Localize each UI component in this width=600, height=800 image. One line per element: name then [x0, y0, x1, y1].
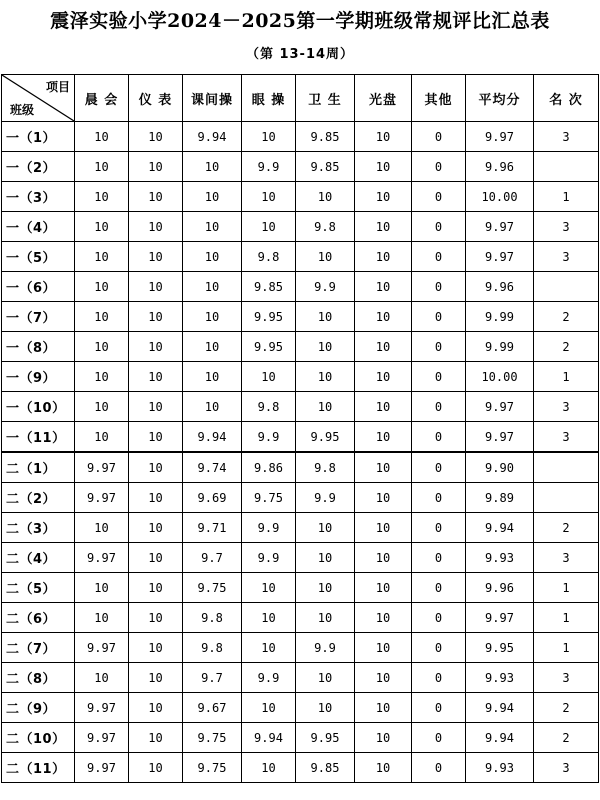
- morning-meeting-cell: 9.97: [75, 483, 129, 513]
- class-name-cell: 二（7）: [2, 633, 75, 663]
- table-row: [2, 603, 599, 633]
- eye-exercise-cell: 9.75: [242, 483, 296, 513]
- break-exercise-cell: 9.8: [183, 633, 242, 663]
- class-name-cell: 一（1）: [2, 122, 75, 152]
- average-cell: 10.00: [466, 362, 534, 392]
- table-row: [2, 693, 599, 723]
- other-cell: 0: [412, 543, 466, 573]
- other-cell: 0: [412, 332, 466, 362]
- table-row: [2, 663, 599, 693]
- eye-exercise-cell: 10: [242, 182, 296, 212]
- other-cell: 0: [412, 212, 466, 242]
- rank-cell: 1: [534, 182, 599, 212]
- class-name-cell: 二（10）: [2, 723, 75, 753]
- hygiene-cell: 10: [296, 513, 355, 543]
- appearance-cell: 10: [129, 573, 183, 603]
- appearance-cell: 10: [129, 152, 183, 182]
- rank-cell: 2: [534, 693, 599, 723]
- average-cell: 9.94: [466, 723, 534, 753]
- morning-meeting-cell: 10: [75, 603, 129, 633]
- eye-exercise-cell: 9.8: [242, 392, 296, 422]
- average-cell: 9.97: [466, 212, 534, 242]
- appearance-cell: 10: [129, 513, 183, 543]
- other-cell: 0: [412, 633, 466, 663]
- morning-meeting-cell: 9.97: [75, 753, 129, 783]
- hygiene-cell: 9.85: [296, 152, 355, 182]
- morning-meeting-cell: 9.97: [75, 543, 129, 573]
- average-cell: 9.97: [466, 392, 534, 422]
- column-header-break-exercise: 课间操: [183, 75, 242, 122]
- morning-meeting-cell: 10: [75, 422, 129, 453]
- clean-plate-cell: 10: [355, 753, 412, 783]
- other-cell: 0: [412, 272, 466, 302]
- table-row: [2, 723, 599, 753]
- clean-plate-cell: 10: [355, 242, 412, 272]
- table-row: [2, 452, 599, 483]
- clean-plate-cell: 10: [355, 723, 412, 753]
- morning-meeting-cell: 10: [75, 122, 129, 152]
- clean-plate-cell: 10: [355, 483, 412, 513]
- appearance-cell: 10: [129, 182, 183, 212]
- table-row: [2, 332, 599, 362]
- appearance-cell: 10: [129, 272, 183, 302]
- table-row: [2, 633, 599, 663]
- class-name-cell: 二（1）: [2, 452, 75, 483]
- class-name-cell: 一（9）: [2, 362, 75, 392]
- average-cell: 9.89: [466, 483, 534, 513]
- eye-exercise-cell: 9.9: [242, 663, 296, 693]
- morning-meeting-cell: 9.97: [75, 723, 129, 753]
- average-cell: 9.96: [466, 573, 534, 603]
- other-cell: 0: [412, 422, 466, 453]
- rank-cell: 3: [534, 663, 599, 693]
- rank-cell: 2: [534, 332, 599, 362]
- table-row: [2, 513, 599, 543]
- average-cell: 9.93: [466, 543, 534, 573]
- eye-exercise-cell: 9.9: [242, 152, 296, 182]
- clean-plate-cell: 10: [355, 272, 412, 302]
- hygiene-cell: 10: [296, 663, 355, 693]
- rank-cell: 2: [534, 513, 599, 543]
- appearance-cell: 10: [129, 332, 183, 362]
- corner-label-item: 项目: [45, 80, 70, 94]
- class-name-cell: 二（4）: [2, 543, 75, 573]
- hygiene-cell: 10: [296, 693, 355, 723]
- table-row: [2, 242, 599, 272]
- appearance-cell: 10: [129, 122, 183, 152]
- rank-cell: 1: [534, 633, 599, 663]
- class-name-cell: 一（2）: [2, 152, 75, 182]
- rank-cell: 2: [534, 302, 599, 332]
- break-exercise-cell: 9.74: [183, 452, 242, 483]
- appearance-cell: 10: [129, 302, 183, 332]
- break-exercise-cell: 9.7: [183, 543, 242, 573]
- clean-plate-cell: 10: [355, 663, 412, 693]
- other-cell: 0: [412, 152, 466, 182]
- hygiene-cell: 9.85: [296, 753, 355, 783]
- break-exercise-cell: 9.69: [183, 483, 242, 513]
- clean-plate-cell: 10: [355, 302, 412, 332]
- column-header-appearance: 仪 表: [129, 75, 183, 122]
- break-exercise-cell: 9.67: [183, 693, 242, 723]
- appearance-cell: 10: [129, 212, 183, 242]
- other-cell: 0: [412, 573, 466, 603]
- eye-exercise-cell: 10: [242, 693, 296, 723]
- clean-plate-cell: 10: [355, 362, 412, 392]
- average-cell: 9.94: [466, 693, 534, 723]
- column-header-other: 其他: [412, 75, 466, 122]
- morning-meeting-cell: 10: [75, 152, 129, 182]
- clean-plate-cell: 10: [355, 332, 412, 362]
- break-exercise-cell: 10: [183, 242, 242, 272]
- other-cell: 0: [412, 663, 466, 693]
- rank-cell: 1: [534, 603, 599, 633]
- break-exercise-cell: 10: [183, 362, 242, 392]
- other-cell: 0: [412, 723, 466, 753]
- rank-cell: [534, 483, 599, 513]
- class-name-cell: 一（6）: [2, 272, 75, 302]
- table-row: [2, 392, 599, 422]
- rank-cell: 3: [534, 422, 599, 453]
- class-name-cell: 一（3）: [2, 182, 75, 212]
- rank-cell: [534, 152, 599, 182]
- other-cell: 0: [412, 242, 466, 272]
- class-name-cell: 二（3）: [2, 513, 75, 543]
- column-header-rank: 名 次: [534, 75, 599, 122]
- average-cell: 9.97: [466, 422, 534, 453]
- eye-exercise-cell: 9.95: [242, 302, 296, 332]
- morning-meeting-cell: 10: [75, 332, 129, 362]
- appearance-cell: 10: [129, 603, 183, 633]
- morning-meeting-cell: 10: [75, 302, 129, 332]
- table-row: [2, 122, 599, 152]
- morning-meeting-cell: 10: [75, 513, 129, 543]
- rank-cell: 1: [534, 362, 599, 392]
- average-cell: 9.95: [466, 633, 534, 663]
- appearance-cell: 10: [129, 693, 183, 723]
- hygiene-cell: 10: [296, 332, 355, 362]
- average-cell: 9.99: [466, 302, 534, 332]
- eye-exercise-cell: 10: [242, 122, 296, 152]
- average-cell: 9.93: [466, 753, 534, 783]
- class-name-cell: 二（8）: [2, 663, 75, 693]
- morning-meeting-cell: 10: [75, 212, 129, 242]
- rank-cell: 3: [534, 753, 599, 783]
- corner-header-cell: [2, 75, 75, 122]
- rank-cell: 3: [534, 392, 599, 422]
- table-row: [2, 422, 599, 453]
- average-cell: 9.94: [466, 513, 534, 543]
- average-cell: 9.97: [466, 242, 534, 272]
- break-exercise-cell: 9.94: [183, 122, 242, 152]
- average-cell: 10.00: [466, 182, 534, 212]
- break-exercise-cell: 10: [183, 152, 242, 182]
- header-row: [2, 75, 599, 122]
- ranking-table: [1, 74, 599, 783]
- hygiene-cell: 9.95: [296, 422, 355, 453]
- other-cell: 0: [412, 302, 466, 332]
- clean-plate-cell: 10: [355, 452, 412, 483]
- break-exercise-cell: 10: [183, 332, 242, 362]
- eye-exercise-cell: 9.9: [242, 513, 296, 543]
- table-body: [2, 122, 599, 783]
- morning-meeting-cell: 10: [75, 362, 129, 392]
- eye-exercise-cell: 9.9: [242, 543, 296, 573]
- morning-meeting-cell: 9.97: [75, 633, 129, 663]
- hygiene-cell: 9.8: [296, 452, 355, 483]
- eye-exercise-cell: 10: [242, 573, 296, 603]
- eye-exercise-cell: 9.9: [242, 422, 296, 453]
- average-cell: 9.96: [466, 272, 534, 302]
- hygiene-cell: 10: [296, 182, 355, 212]
- break-exercise-cell: 9.8: [183, 603, 242, 633]
- corner-label-class: 班级: [10, 103, 35, 117]
- eye-exercise-cell: 10: [242, 212, 296, 242]
- class-name-cell: 一（4）: [2, 212, 75, 242]
- hygiene-cell: 10: [296, 603, 355, 633]
- rank-cell: 2: [534, 723, 599, 753]
- morning-meeting-cell: 10: [75, 272, 129, 302]
- break-exercise-cell: 10: [183, 302, 242, 332]
- appearance-cell: 10: [129, 392, 183, 422]
- hygiene-cell: 9.85: [296, 122, 355, 152]
- other-cell: 0: [412, 693, 466, 723]
- morning-meeting-cell: 10: [75, 242, 129, 272]
- appearance-cell: 10: [129, 422, 183, 453]
- hygiene-cell: 9.95: [296, 723, 355, 753]
- break-exercise-cell: 9.71: [183, 513, 242, 543]
- break-exercise-cell: 9.75: [183, 573, 242, 603]
- other-cell: 0: [412, 182, 466, 212]
- rank-cell: [534, 272, 599, 302]
- column-header-average: 平均分: [466, 75, 534, 122]
- appearance-cell: 10: [129, 543, 183, 573]
- eye-exercise-cell: 9.85: [242, 272, 296, 302]
- appearance-cell: 10: [129, 452, 183, 483]
- clean-plate-cell: 10: [355, 152, 412, 182]
- table-row: [2, 302, 599, 332]
- break-exercise-cell: 9.75: [183, 753, 242, 783]
- eye-exercise-cell: 9.95: [242, 332, 296, 362]
- clean-plate-cell: 10: [355, 212, 412, 242]
- hygiene-cell: 10: [296, 362, 355, 392]
- table-row: [2, 543, 599, 573]
- hygiene-cell: 9.8: [296, 212, 355, 242]
- rank-cell: 3: [534, 543, 599, 573]
- table-row: [2, 573, 599, 603]
- hygiene-cell: 10: [296, 242, 355, 272]
- eye-exercise-cell: 10: [242, 362, 296, 392]
- appearance-cell: 10: [129, 633, 183, 663]
- table-row: [2, 182, 599, 212]
- average-cell: 9.93: [466, 663, 534, 693]
- appearance-cell: 10: [129, 362, 183, 392]
- morning-meeting-cell: 10: [75, 182, 129, 212]
- hygiene-cell: 9.9: [296, 633, 355, 663]
- break-exercise-cell: 10: [183, 392, 242, 422]
- rank-cell: 1: [534, 573, 599, 603]
- rank-cell: 3: [534, 242, 599, 272]
- morning-meeting-cell: 9.97: [75, 452, 129, 483]
- clean-plate-cell: 10: [355, 633, 412, 663]
- clean-plate-cell: 10: [355, 603, 412, 633]
- class-name-cell: 二（11）: [2, 753, 75, 783]
- break-exercise-cell: 10: [183, 212, 242, 242]
- table-row: [2, 212, 599, 242]
- document-title: 震泽实验小学2024－2025第一学期班级常规评比汇总表: [50, 10, 550, 32]
- hygiene-cell: 10: [296, 392, 355, 422]
- table-row: [2, 483, 599, 513]
- class-name-cell: 一（5）: [2, 242, 75, 272]
- table-row: [2, 362, 599, 392]
- rank-cell: [534, 452, 599, 483]
- eye-exercise-cell: 9.8: [242, 242, 296, 272]
- rank-cell: 3: [534, 212, 599, 242]
- average-cell: 9.97: [466, 603, 534, 633]
- eye-exercise-cell: 10: [242, 633, 296, 663]
- break-exercise-cell: 10: [183, 182, 242, 212]
- eye-exercise-cell: 9.86: [242, 452, 296, 483]
- eye-exercise-cell: 10: [242, 603, 296, 633]
- class-name-cell: 二（9）: [2, 693, 75, 723]
- table-row: [2, 753, 599, 783]
- appearance-cell: 10: [129, 753, 183, 783]
- eye-exercise-cell: 9.94: [242, 723, 296, 753]
- clean-plate-cell: 10: [355, 422, 412, 453]
- appearance-cell: 10: [129, 663, 183, 693]
- class-name-cell: 二（5）: [2, 573, 75, 603]
- week-range-subtitle: （第 13-14周）: [245, 47, 355, 62]
- hygiene-cell: 9.9: [296, 483, 355, 513]
- other-cell: 0: [412, 753, 466, 783]
- other-cell: 0: [412, 603, 466, 633]
- appearance-cell: 10: [129, 483, 183, 513]
- other-cell: 0: [412, 483, 466, 513]
- clean-plate-cell: 10: [355, 122, 412, 152]
- other-cell: 0: [412, 122, 466, 152]
- class-name-cell: 二（6）: [2, 603, 75, 633]
- appearance-cell: 10: [129, 723, 183, 753]
- break-exercise-cell: 9.75: [183, 723, 242, 753]
- clean-plate-cell: 10: [355, 513, 412, 543]
- table-row: [2, 272, 599, 302]
- class-name-cell: 一（8）: [2, 332, 75, 362]
- other-cell: 0: [412, 362, 466, 392]
- table-row: [2, 152, 599, 182]
- column-header-hygiene: 卫 生: [296, 75, 355, 122]
- average-cell: 9.97: [466, 122, 534, 152]
- clean-plate-cell: 10: [355, 573, 412, 603]
- eye-exercise-cell: 10: [242, 753, 296, 783]
- hygiene-cell: 10: [296, 302, 355, 332]
- morning-meeting-cell: 10: [75, 573, 129, 603]
- average-cell: 9.96: [466, 152, 534, 182]
- hygiene-cell: 10: [296, 543, 355, 573]
- other-cell: 0: [412, 513, 466, 543]
- rank-cell: 3: [534, 122, 599, 152]
- break-exercise-cell: 9.94: [183, 422, 242, 453]
- class-name-cell: 一（7）: [2, 302, 75, 332]
- clean-plate-cell: 10: [355, 693, 412, 723]
- average-cell: 9.90: [466, 452, 534, 483]
- other-cell: 0: [412, 392, 466, 422]
- hygiene-cell: 10: [296, 573, 355, 603]
- class-name-cell: 二（2）: [2, 483, 75, 513]
- other-cell: 0: [412, 452, 466, 483]
- clean-plate-cell: 10: [355, 392, 412, 422]
- column-header-clean-plate: 光盘: [355, 75, 412, 122]
- clean-plate-cell: 10: [355, 543, 412, 573]
- morning-meeting-cell: 10: [75, 392, 129, 422]
- morning-meeting-cell: 9.97: [75, 693, 129, 723]
- hygiene-cell: 9.9: [296, 272, 355, 302]
- morning-meeting-cell: 10: [75, 663, 129, 693]
- column-header-eye-exercise: 眼 操: [242, 75, 296, 122]
- class-name-cell: 一（10）: [2, 392, 75, 422]
- average-cell: 9.99: [466, 332, 534, 362]
- column-header-morning-meeting: 晨 会: [75, 75, 129, 122]
- break-exercise-cell: 10: [183, 272, 242, 302]
- class-name-cell: 一（11）: [2, 422, 75, 453]
- break-exercise-cell: 9.7: [183, 663, 242, 693]
- clean-plate-cell: 10: [355, 182, 412, 212]
- appearance-cell: 10: [129, 242, 183, 272]
